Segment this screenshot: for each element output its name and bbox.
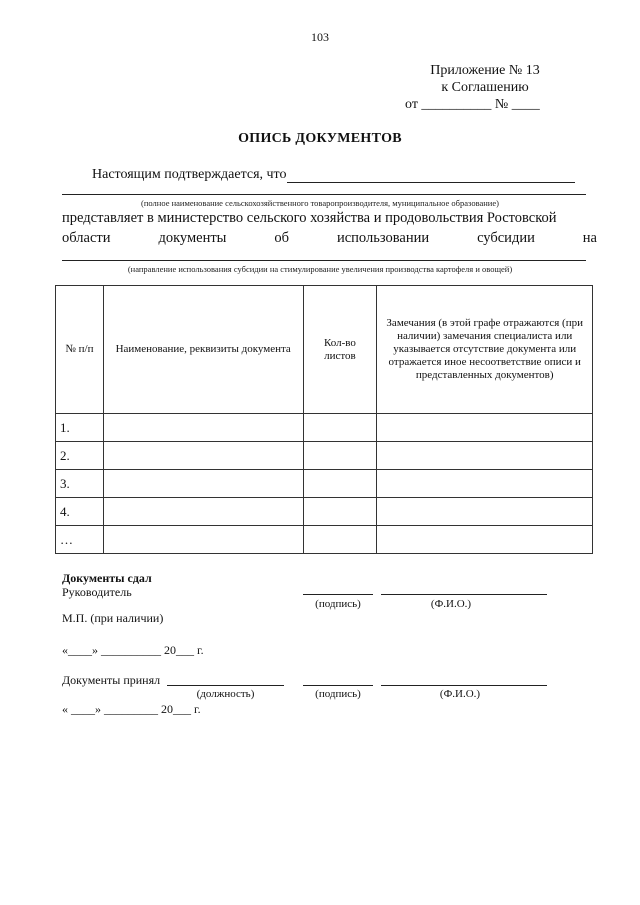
statement-word: области <box>62 230 111 246</box>
table-row <box>56 498 593 526</box>
received-fio-caption: (Ф.И.О.) <box>439 688 481 700</box>
sheet-count-cell[interactable] <box>303 470 377 498</box>
table-row <box>56 526 593 554</box>
statement-word: документы <box>158 230 227 246</box>
received-signature-caption: (подпись) <box>315 688 361 700</box>
direction-field-line[interactable] <box>62 260 586 261</box>
document-name-cell[interactable] <box>103 470 303 498</box>
annex-line-2: к Соглашению <box>441 80 529 95</box>
statement-word: субсидии <box>477 230 535 246</box>
remarks-cell[interactable] <box>377 414 593 442</box>
handed-fio-caption: (Ф.И.О.) <box>430 598 472 610</box>
annex-line-1: Приложение № 13 <box>430 63 540 78</box>
sheet-count-cell[interactable] <box>303 442 377 470</box>
remarks-cell[interactable] <box>377 526 593 554</box>
statement-line-1: представляет в министерство сельского хозяйства и продовольствия Ростовской <box>62 210 557 226</box>
row-number: 1. <box>56 414 104 442</box>
statement-line-2 <box>62 230 597 247</box>
remarks-cell[interactable] <box>377 442 593 470</box>
remarks-cell[interactable] <box>377 470 593 498</box>
received-label: Документы принял <box>62 673 161 687</box>
annex-block <box>395 62 575 113</box>
remarks-cell[interactable] <box>377 498 593 526</box>
statement-word: об <box>274 230 290 246</box>
received-date[interactable]: « ____» _________ 20___ г. <box>62 702 201 716</box>
handed-date[interactable]: «____» __________ 20___ г. <box>62 643 204 657</box>
header-remarks: Замечания (в этой графе отражаются (при наличии) замечания специалиста или указывается отсутствие документа или отражается иное несоответствие описи и представленных документов) <box>377 286 593 414</box>
received-position-caption: (должность) <box>196 688 255 700</box>
received-position-line[interactable] <box>167 685 284 686</box>
document-name-cell[interactable] <box>103 414 303 442</box>
table-header-row <box>56 286 593 414</box>
sheet-count-cell[interactable] <box>303 526 377 554</box>
row-number: 4. <box>56 498 104 526</box>
header-sheet-count: Кол-во листов <box>303 286 377 414</box>
handed-signature-line[interactable] <box>303 594 373 595</box>
document-name-cell[interactable] <box>103 442 303 470</box>
producer-name-field-line[interactable] <box>62 194 586 195</box>
document-name-cell[interactable] <box>103 498 303 526</box>
handed-title: Документы сдал <box>62 571 152 585</box>
producer-caption: (полное наименование сельскохозяйственного товаропроизводителя, муниципальное образование) <box>141 198 499 208</box>
table-row <box>56 414 593 442</box>
handed-head-label: Руководитель <box>62 585 132 599</box>
table-row <box>56 442 593 470</box>
documents-table <box>55 285 593 554</box>
received-fio-line[interactable] <box>381 685 547 686</box>
confirm-text: Настоящим подтверждается, что <box>92 167 287 182</box>
confirm-line <box>92 166 575 183</box>
document-title: ОПИСЬ ДОКУМЕНТОВ <box>238 131 402 146</box>
header-number: № п/п <box>56 286 104 414</box>
statement-word: на <box>582 230 597 246</box>
row-number: … <box>56 526 104 554</box>
row-number: 2. <box>56 442 104 470</box>
document-name-cell[interactable] <box>103 526 303 554</box>
row-number: 3. <box>56 470 104 498</box>
header-document-name: Наименование, реквизиты документа <box>103 286 303 414</box>
page-number: 103 <box>311 30 329 44</box>
received-signature-line[interactable] <box>303 685 373 686</box>
statement-word: использовании <box>336 230 430 246</box>
producer-name-field[interactable] <box>287 166 575 183</box>
table-row <box>56 470 593 498</box>
sheet-count-cell[interactable] <box>303 414 377 442</box>
handed-signature-caption: (подпись) <box>315 598 361 610</box>
handed-fio-line[interactable] <box>381 594 547 595</box>
stamp-label: М.П. (при наличии) <box>62 611 164 625</box>
annex-line-3: от __________ № ____ <box>405 97 540 112</box>
sheet-count-cell[interactable] <box>303 498 377 526</box>
direction-caption: (направление использования субсидии на стимулирование увеличения производства картофеля и овощей) <box>127 264 513 274</box>
